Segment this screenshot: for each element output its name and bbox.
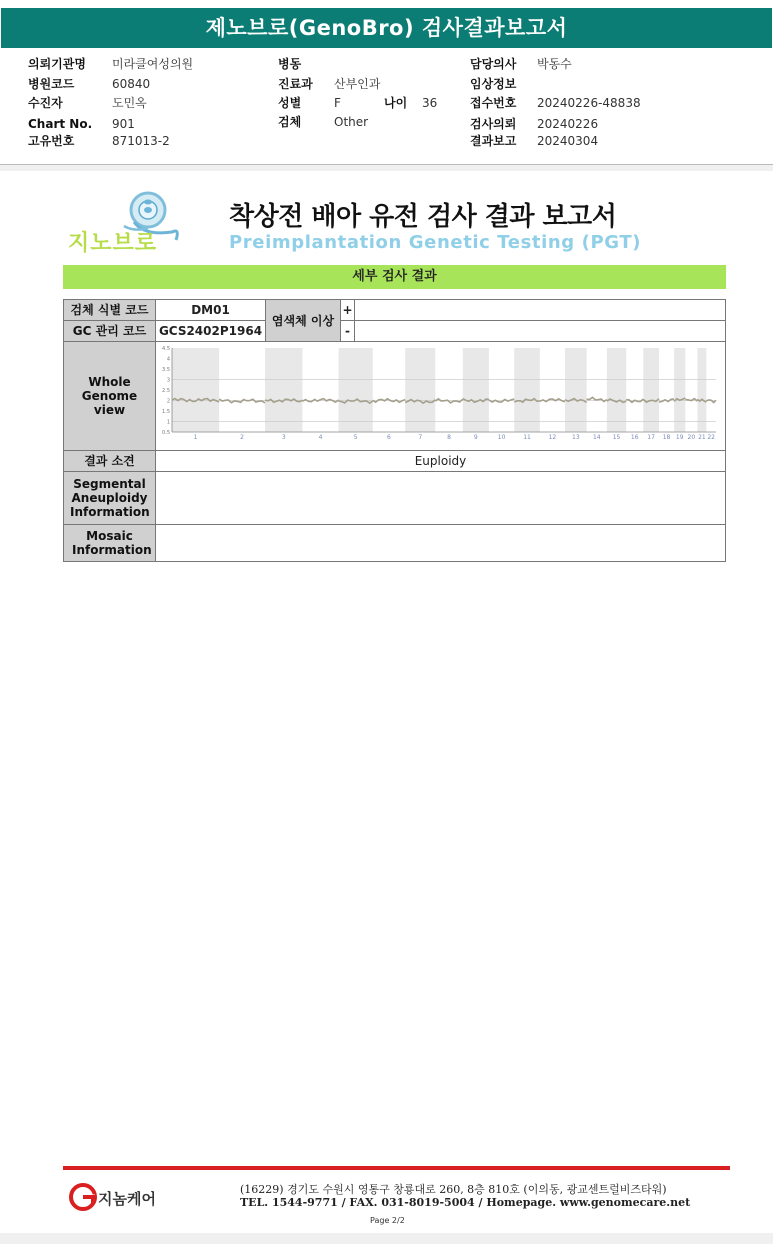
mosaic-value xyxy=(156,525,726,562)
segmental-value xyxy=(156,472,726,525)
x-tick-label: 2 xyxy=(240,434,244,441)
wgv-label xyxy=(64,342,156,451)
dept-value: 산부인과 xyxy=(334,77,381,91)
x-tick-label: 4 xyxy=(318,434,323,441)
table-row xyxy=(64,342,726,451)
y-tick-label: 1 xyxy=(166,419,170,426)
chart-no-label: Chart No. xyxy=(28,117,93,131)
page-bottom-gap xyxy=(0,1233,773,1244)
genomecare-logo-icon xyxy=(68,1182,98,1212)
chromosome-band xyxy=(405,348,435,432)
abnormal-minus-detail xyxy=(355,321,726,342)
x-tick-label: 6 xyxy=(387,434,391,441)
y-tick-label: 0.5 xyxy=(162,430,170,436)
abnormal-label: 염색체 이상 xyxy=(266,300,341,342)
x-tick-label: 7 xyxy=(418,434,423,441)
chromosome-band xyxy=(514,348,540,432)
chromosome-band xyxy=(338,348,372,432)
x-tick-label: 9 xyxy=(473,434,478,441)
table-row xyxy=(64,451,726,472)
x-tick-label: 19 xyxy=(675,434,684,441)
request-label: 검사의뢰 xyxy=(470,117,517,131)
table-row xyxy=(64,300,726,321)
chromosome-band xyxy=(697,348,706,432)
whole-genome-chart-cell xyxy=(156,342,726,451)
logo-text: 지노브로 xyxy=(68,231,158,256)
copy-number-trace xyxy=(219,399,265,403)
chromosome-band xyxy=(172,348,219,432)
institution-label: 의뢰기관명 xyxy=(28,57,86,71)
results-table xyxy=(63,299,726,562)
mosaic-label xyxy=(64,525,156,562)
clinical-label: 임상정보 xyxy=(470,77,517,91)
abnormal-minus: - xyxy=(341,321,355,342)
gc-code-value: GCS2402P1964 xyxy=(156,321,266,342)
y-tick-label: 3 xyxy=(166,377,170,384)
segmental-label-text: Segmental Aneuploidy Information xyxy=(70,477,150,519)
x-tick-label: 1 xyxy=(193,434,198,441)
y-tick-label: 2 xyxy=(166,398,170,405)
x-tick-label: 12 xyxy=(548,434,557,441)
specimen-id-value: DM01 xyxy=(156,300,266,321)
hospital-code-value: 60840 xyxy=(112,77,151,91)
x-tick-label: 13 xyxy=(572,434,580,441)
page-gap xyxy=(0,165,773,171)
abnormal-plus-detail xyxy=(355,300,726,321)
x-tick-label: 14 xyxy=(592,434,601,441)
report-title: 착상전 배아 유전 검사 결과 보고서 xyxy=(229,202,617,232)
company-address: (16229) 경기도 수원시 영통구 창룡대로 260, 8층 810호 (이의동, 광교센트럴비즈타워) xyxy=(240,1183,667,1196)
gc-code-label: GC 관리 코드 xyxy=(64,321,156,342)
table-row xyxy=(64,321,726,342)
chromosome-band xyxy=(565,348,587,432)
x-tick-label: 11 xyxy=(523,434,531,441)
x-tick-label: 16 xyxy=(630,434,639,441)
chromosome-band xyxy=(643,348,659,432)
document-title: 제노브로(GenoBro) 검사결과보고서 xyxy=(1,8,772,48)
report-date-label: 결과보고 xyxy=(470,134,517,148)
hospital-code-label: 병원코드 xyxy=(28,77,75,91)
ward-label: 병동 xyxy=(278,57,302,71)
page-number: Page 2/2 xyxy=(370,1216,405,1225)
x-tick-label: 20 xyxy=(687,434,696,441)
institution-value: 미라클여성의원 xyxy=(112,57,194,71)
unique-no-value: 871013-2 xyxy=(112,134,170,148)
copy-number-trace xyxy=(303,399,339,403)
patient-label: 수진자 xyxy=(28,96,63,110)
chromosome-band xyxy=(607,348,626,432)
dept-label: 진료과 xyxy=(278,77,313,91)
table-row xyxy=(64,472,726,525)
footer-divider xyxy=(63,1166,730,1170)
x-tick-label: 8 xyxy=(447,434,451,441)
x-tick-label: 22 xyxy=(707,434,715,441)
segmental-label xyxy=(64,472,156,525)
company-name: 지놈케어 xyxy=(98,1190,156,1208)
y-tick-label: 4.5 xyxy=(162,346,170,352)
chromosome-band xyxy=(674,348,685,432)
receipt-label: 접수번호 xyxy=(470,96,517,110)
whole-genome-chart xyxy=(156,342,721,447)
specimen-value: Other xyxy=(334,115,369,129)
wgv-label-text: Whole Genome view xyxy=(81,375,138,417)
copy-number-trace xyxy=(626,399,643,402)
doctor-value: 박동수 xyxy=(537,57,572,71)
report-subtitle: Preimplantation Genetic Testing (PGT) xyxy=(229,232,642,253)
unique-no-label: 고유번호 xyxy=(28,134,75,148)
company-contact: TEL. 1544-9771 / FAX. 031-8019-5004 / Homepage. www.genomecare.net xyxy=(240,1196,691,1209)
x-tick-label: 18 xyxy=(662,434,671,441)
y-tick-label: 2.5 xyxy=(162,388,170,394)
y-tick-label: 3.5 xyxy=(162,367,170,373)
y-tick-label: 1.5 xyxy=(162,409,170,415)
x-tick-label: 5 xyxy=(353,434,358,441)
chromosome-band xyxy=(265,348,303,432)
finding-value: Euploidy xyxy=(156,451,726,472)
chart-no-value: 901 xyxy=(112,117,135,131)
patient-value: 도민옥 xyxy=(112,96,147,110)
doctor-label: 담당의사 xyxy=(470,57,517,71)
x-tick-label: 3 xyxy=(281,434,286,441)
specimen-id-label: 검체 식별 코드 xyxy=(64,300,156,321)
section-header: 세부 검사 결과 xyxy=(63,265,726,289)
x-tick-label: 10 xyxy=(497,434,506,441)
table-row xyxy=(64,525,726,562)
request-value: 20240226 xyxy=(537,117,599,131)
abnormal-plus: + xyxy=(341,300,355,321)
age-value: 36 xyxy=(422,96,438,110)
receipt-value: 20240226-48838 xyxy=(537,96,641,110)
x-tick-label: 21 xyxy=(698,434,706,441)
y-tick-label: 4 xyxy=(166,356,170,363)
report-date-value: 20240304 xyxy=(537,134,599,148)
chromosome-band xyxy=(463,348,489,432)
age-label: 나이 xyxy=(384,96,408,110)
finding-label: 결과 소견 xyxy=(64,451,156,472)
x-tick-label: 17 xyxy=(647,434,655,441)
x-tick-label: 15 xyxy=(612,434,621,441)
specimen-label: 검체 xyxy=(278,115,302,129)
mosaic-label-text: Mosaic Information xyxy=(72,529,152,557)
sex-value: F xyxy=(334,96,341,110)
sex-label: 성별 xyxy=(278,96,302,110)
